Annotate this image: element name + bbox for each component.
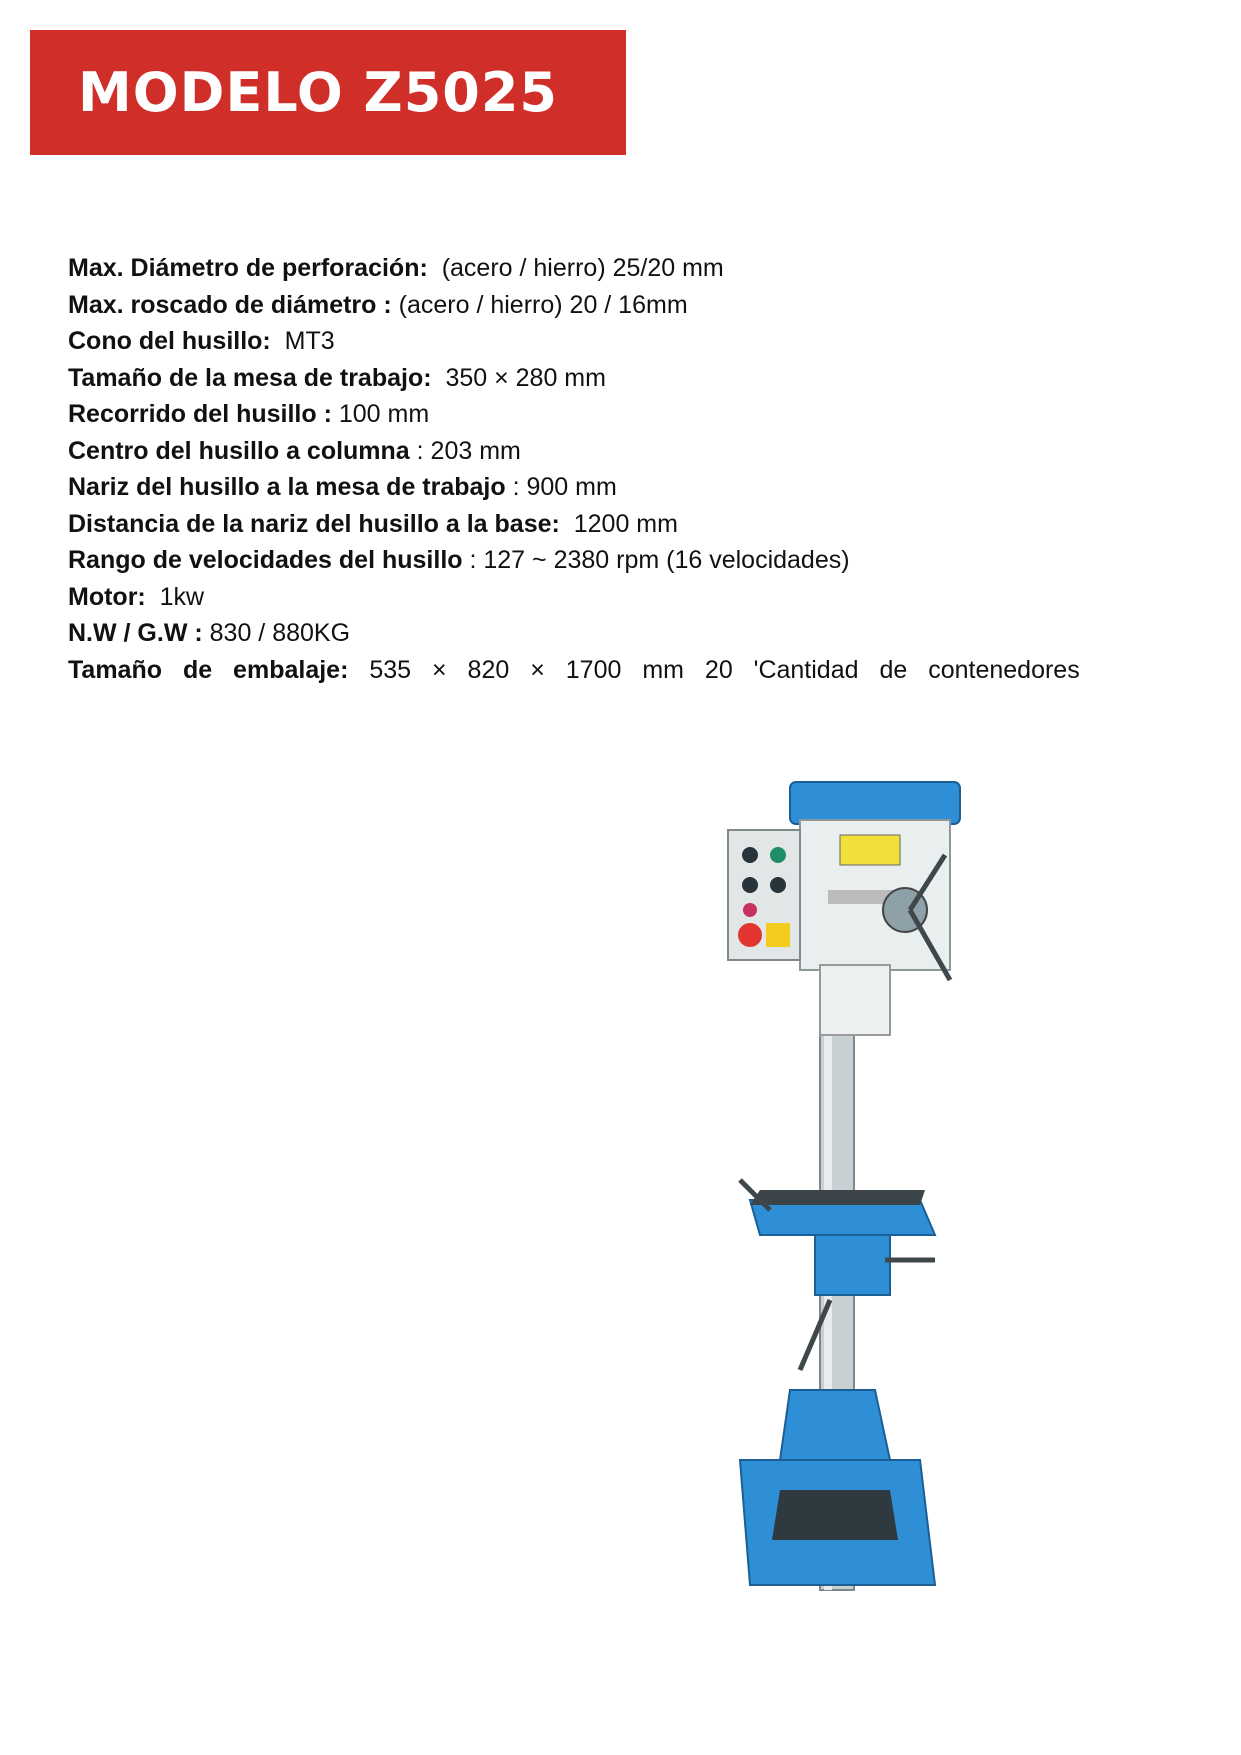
spec-value: 1kw bbox=[145, 582, 205, 611]
spec-label: Distancia de la nariz del husillo a la base: bbox=[68, 509, 560, 538]
spec-spindle-to-base bbox=[68, 506, 1058, 543]
spec-label: Tamaño de la mesa de trabajo: bbox=[68, 363, 432, 392]
spec-max-tapping bbox=[68, 287, 1058, 324]
page-title: MODELO Z5025 bbox=[78, 61, 558, 124]
spec-list bbox=[68, 250, 1080, 688]
spec-value: (acero / hierro) 25/20 mm bbox=[427, 254, 724, 282]
spec-label: Max. Diámetro de perforación: bbox=[68, 254, 428, 282]
spec-spindle-travel bbox=[68, 396, 1058, 433]
spec-label: Motor: bbox=[68, 582, 146, 611]
spec-label: Cono del husillo: bbox=[68, 327, 271, 355]
spec-label: Rango de velocidades del husillo bbox=[68, 546, 463, 574]
spec-spindle-to-table bbox=[68, 469, 1058, 506]
spec-label: Tamaño de embalaje: bbox=[68, 655, 349, 684]
spec-value: 350 × 280 mm bbox=[431, 363, 606, 392]
spec-value: 100 mm bbox=[331, 400, 430, 428]
spec-max-drilling bbox=[68, 250, 1058, 287]
spec-label: Centro del husillo a columna bbox=[68, 436, 410, 465]
spec-motor bbox=[68, 579, 1058, 616]
spec-table-size bbox=[68, 360, 1058, 397]
spec-value: 535 × 820 × 1700 mm 20 'Cantidad de contenedores bbox=[348, 655, 1080, 684]
spec-value: : 203 mm bbox=[409, 436, 521, 465]
spec-value: (acero / hierro) 20 / 16mm bbox=[391, 290, 688, 319]
title-banner bbox=[30, 30, 626, 155]
spec-value: 830 / 880KG bbox=[202, 619, 351, 647]
spec-value: : 900 mm bbox=[505, 473, 617, 501]
spec-label: Recorrido del husillo : bbox=[68, 400, 332, 428]
spec-spindle-to-column bbox=[68, 433, 1058, 470]
spec-value: : 127 ~ 2380 rpm (16 velocidades) bbox=[462, 546, 850, 574]
drill-press-image bbox=[720, 760, 990, 1640]
spec-label: N.W / G.W : bbox=[68, 619, 203, 647]
spec-value: 1200 mm bbox=[559, 509, 678, 538]
spec-label: Nariz del husillo a la mesa de trabajo bbox=[68, 473, 506, 501]
spec-value: MT3 bbox=[270, 327, 335, 355]
spec-speed-range bbox=[68, 542, 1058, 579]
spec-label: Max. roscado de diámetro : bbox=[68, 290, 392, 319]
spec-spindle-taper bbox=[68, 323, 1058, 360]
spec-weight bbox=[68, 615, 1058, 652]
spec-packing-size bbox=[68, 652, 1080, 689]
